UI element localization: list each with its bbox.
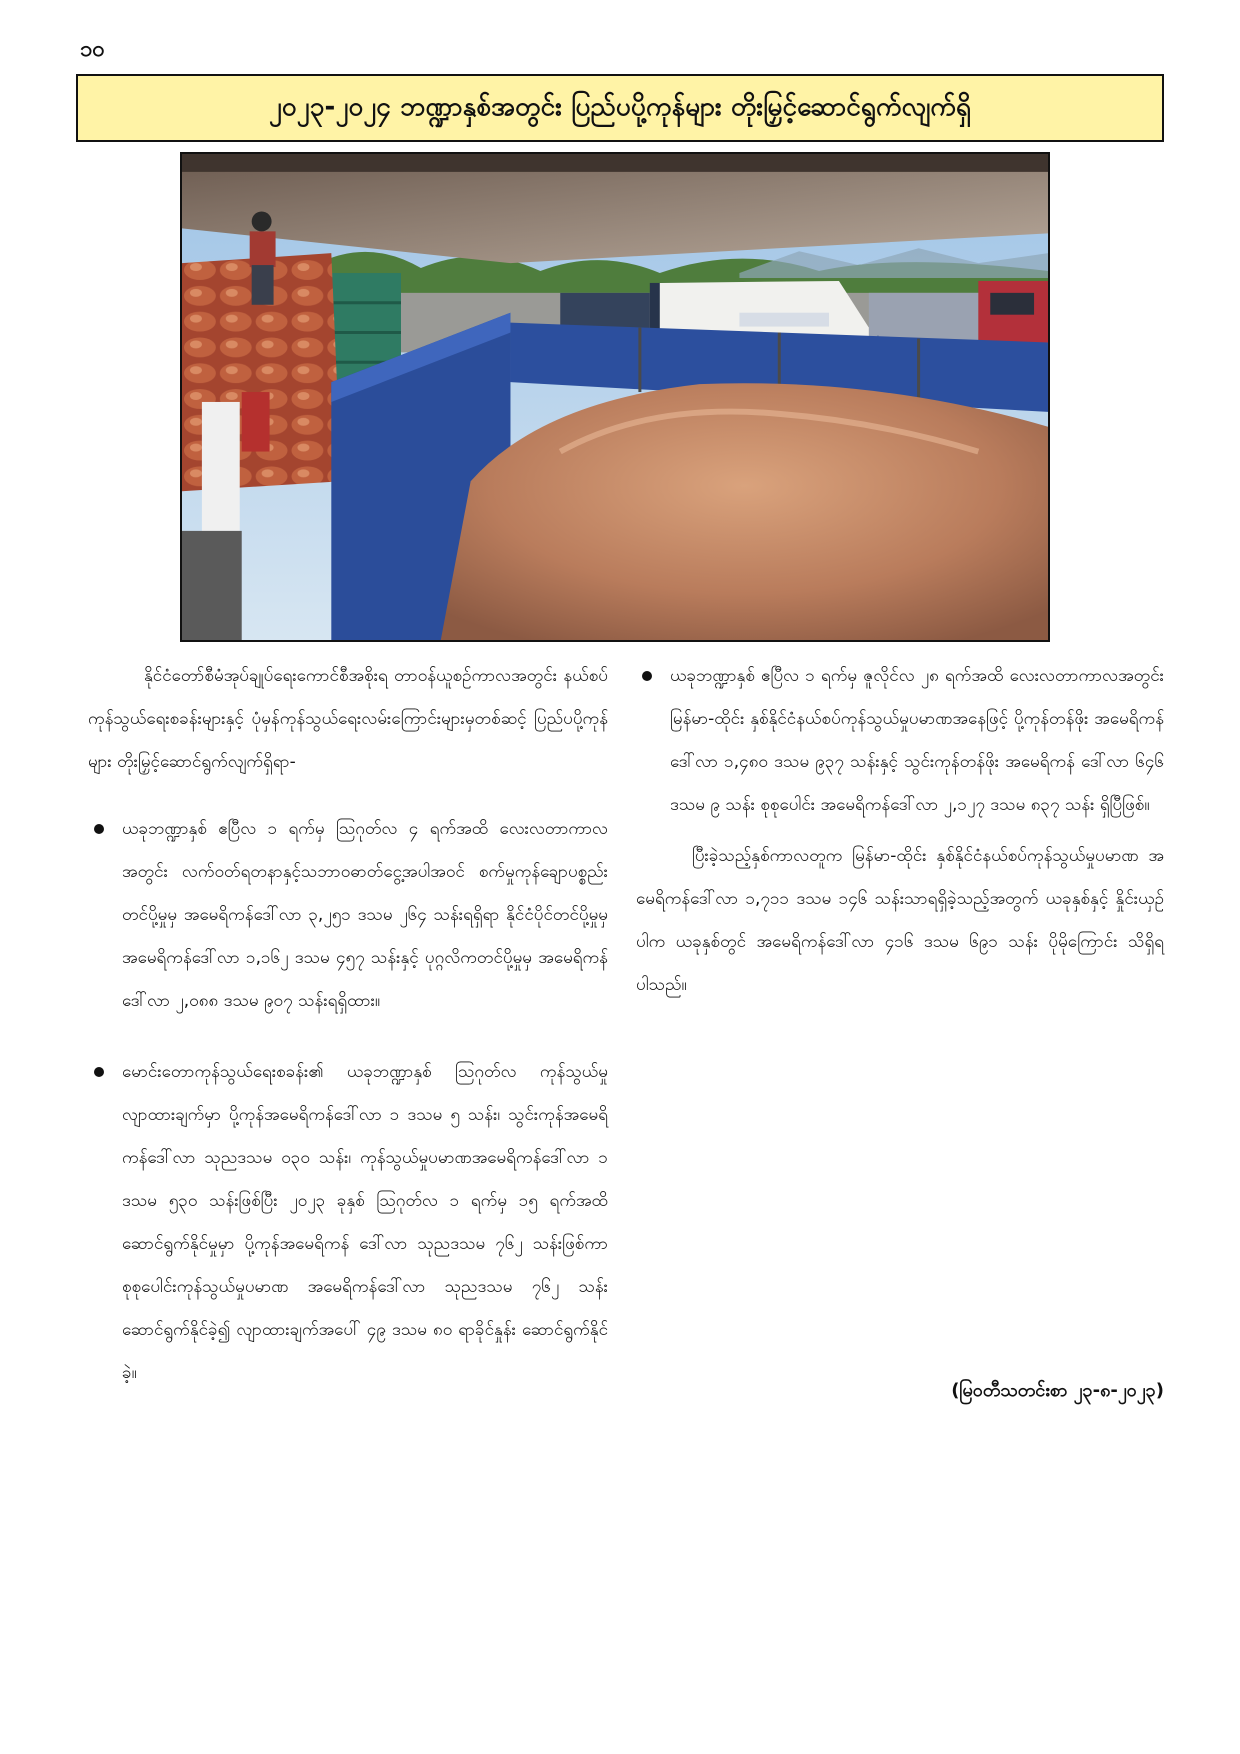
truck-loading-photo xyxy=(182,154,1048,640)
headline-box xyxy=(76,74,1164,142)
bullet-icon xyxy=(642,671,652,681)
source-citation: (မြဝတီသတင်းစာ ၂၃-၈-၂၀၂၃) xyxy=(951,1380,1164,1401)
page-number: ၁၀ xyxy=(80,37,105,62)
list-item xyxy=(88,808,608,1023)
bullet-icon xyxy=(94,824,104,834)
list-item xyxy=(636,655,1164,827)
bullet-text: ယခုဘဏ္ဍာနှစ် ဧပြီလ ၁ ရက်မှ ဇူလိုင်လ ၂၈ ရက်အထိ လေးလတာကာလအတွင်း မြန်မာ-ထိုင်း နှစ်နိုင်ငံနယ်စပ်ကုန်သွယ်မှုပမာဏအနေဖြင့် ပို့ကုန်တန်ဖိုး အမေရိကန်ဒေါ်လာ ၁,၄၈၀ ဒသမ ၉၃၇ သန်းနှင့် သွင်းကုန်တန်ဖိုး အမေရိကန် ဒေါ်လာ ၆၄၆ ဒသမ ၉ သန်း စုစုပေါင်း အမေရိကန်ဒေါ်လာ ၂,၁၂၇ ဒသမ ၈၃၇ သန်း ရှိပြီဖြစ်။ xyxy=(670,666,1164,815)
intro-paragraph: နိုင်ငံတော်စီမံအုပ်ချုပ်ရေးကောင်စီအစိုးရ တာဝန်ယူစဉ်ကာလအတွင်း နယ်စပ်ကုန်သွယ်ရေးစခန်းများနှင့် ပုံမှန်ကုန်သွယ်ရေးလမ်းကြောင်းများမှတစ်ဆင့် ပြည်ပပို့ကုန်များ တိုးမြှင့်ဆောင်ရွက်လျက်ရှိရာ- xyxy=(88,666,608,772)
headline: ၂၀၂၃-၂၀၂၄ ဘဏ္ဍာနှစ်အတွင်း ပြည်ပပို့ကုန်များ တိုးမြှင့်ဆောင်ရွက်လျက်ရှိ xyxy=(268,91,972,122)
comparison-paragraph: ပြီးခဲ့သည့်နှစ်ကာလတူက မြန်မာ-ထိုင်း နှစ်နိုင်ငံနယ်စပ်ကုန်သွယ်မှုပမာဏ အမေရိကန်ဒေါ်လာ ၁,၇၁၁ ဒသမ ၁၄၆ သန်းသာရရှိခဲ့သည့်အတွက် ယခုနှစ်နှင့် နှိုင်းယှဉ်ပါက ယခုနှစ်တွင် အမေရိကန်ဒေါ်လာ ၄၁၆ ဒသမ ၆၉၁ သန်း ပိုမိုကြောင်း သိရှိရပါသည်။ xyxy=(636,846,1164,995)
bullet-text: ယခုဘဏ္ဍာနှစ် ဧပြီလ ၁ ရက်မှ ဩဂုတ်လ ၄ ရက်အထိ လေးလတာကာလအတွင်း လက်ဝတ်ရတနာနှင့်သဘာဝဓာတ်ငွေ့အပါအဝင် စက်မှုကုန်ချောပစ္စည်းတင်ပို့မှုမှ အမေရိကန်ဒေါ်လာ ၃,၂၅၁ ဒသမ ၂၆၄ သန်းရရှိရာ နိုင်ငံပိုင်တင်ပို့မှုမှ အမေရိကန်ဒေါ်လာ ၁,၁၆၂ ဒသမ ၄၅၇ သန်းနှင့် ပုဂ္ဂလိကတင်ပို့မှုမှ အမေရိကန် ဒေါ်လာ ၂,၀၈၈ ဒသမ ၉၀၇ သန်းရရှိထား။ xyxy=(122,819,608,1011)
bullet-icon xyxy=(94,1067,104,1077)
left-column xyxy=(88,655,608,1395)
list-item xyxy=(88,1051,608,1395)
bullet-text: မောင်းတောကုန်သွယ်ရေးစခန်း၏ ယခုဘဏ္ဍာနှစ် ဩဂုတ်လ ကုန်သွယ်မှုလျာထားချက်မှာ ပို့ကုန်အမေရိကန်ဒေါ်လာ ၁ ဒသမ ၅ သန်း၊ သွင်းကုန်အမေရိကန်ဒေါ်လာ သုညဒသမ ဝ၃ဝ သန်း၊ ကုန်သွယ်မှုပမာဏအမေရိကန်ဒေါ်လာ ၁ ဒသမ ၅၃ဝ သန်းဖြစ်ပြီး ၂၀၂၃ ခုနှစ် ဩဂုတ်လ ၁ ရက်မှ ၁၅ ရက်အထိ ဆောင်ရွက်နိုင်မှုမှာ ပို့ကုန်အမေရိကန် ဒေါ်လာ သုညဒသမ ၇၆၂ သန်းဖြစ်ကာ စုစုပေါင်းကုန်သွယ်မှုပမာဏ အမေရိကန်ဒေါ်လာ သုညဒသမ ၇၆၂ သန်းဆောင်ရွက်နိုင်ခဲ့၍ လျာထားချက်အပေါ် ၄၉ ဒသမ ၈၀ ရာခိုင်နှုန်း ဆောင်ရွက်နိုင်ခဲ့။ xyxy=(122,1062,608,1383)
news-photo xyxy=(180,152,1050,642)
right-column xyxy=(636,655,1164,1007)
